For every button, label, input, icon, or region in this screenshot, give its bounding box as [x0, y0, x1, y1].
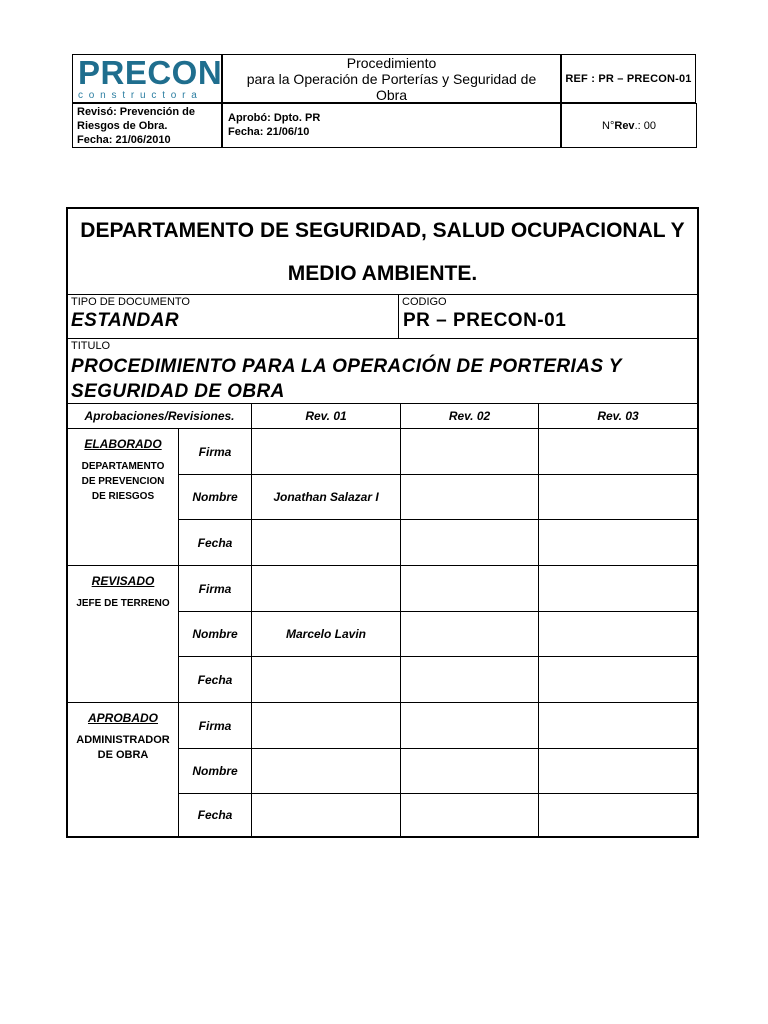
doc-type-label: TIPO DE DOCUMENTO [71, 296, 190, 308]
row-label: Fecha [197, 535, 233, 550]
group-title: APROBADO [87, 711, 158, 725]
title-value [71, 354, 671, 404]
date-field[interactable] [539, 520, 697, 566]
code-label: CODIGO [402, 296, 447, 308]
ref-code: REF : PR – PRECON-01 [565, 72, 692, 85]
row-label: Nombre [192, 490, 238, 504]
reviewed-line3: Fecha: 21/06/2010 [77, 134, 171, 146]
date-field[interactable] [401, 794, 539, 836]
title-label: TITULO [71, 340, 111, 352]
name-field[interactable] [252, 612, 401, 657]
group-subtitle [68, 733, 178, 763]
group-subtitle-line: ADMINISTRADOR [76, 734, 170, 746]
approvals-header-cell [68, 404, 252, 429]
approved-by-cell [222, 103, 561, 148]
logo-main-text: PRECON [78, 54, 223, 91]
rev02-header-cell [401, 404, 539, 429]
row-label-fecha [179, 657, 252, 703]
rev02-header: Rev. 02 [448, 409, 491, 423]
row-label: Firma [198, 444, 232, 459]
group-subtitle [68, 459, 178, 504]
row-label-firma [179, 566, 252, 612]
revision-label: N° [602, 119, 615, 132]
group-elaborado [68, 429, 179, 566]
group-title: ELABORADO [84, 437, 162, 451]
rev01-header-cell [252, 404, 401, 429]
name-field[interactable] [539, 475, 697, 520]
signature-field[interactable] [401, 703, 539, 749]
row-label: Fecha [197, 672, 233, 687]
code-cell [399, 295, 697, 339]
procedure-title-line1: Procedimiento [346, 54, 437, 71]
row-label-firma [179, 703, 252, 749]
department-heading [68, 209, 697, 295]
document-form [66, 207, 699, 838]
revision-value: .: 00 [634, 119, 656, 132]
signature-field[interactable] [252, 566, 401, 612]
date-field[interactable] [539, 657, 697, 703]
row-label: Firma [198, 581, 232, 596]
group-revisado [68, 566, 179, 703]
signature-field[interactable] [252, 429, 401, 475]
row-label: Nombre [192, 627, 238, 641]
row-label-fecha [179, 520, 252, 566]
revision-number-cell [561, 103, 697, 148]
name-field[interactable] [539, 749, 697, 794]
reviewed-by-cell [72, 103, 222, 148]
group-aprobado [68, 703, 179, 836]
department-line1: DEPARTAMENTO DE SEGURIDAD, SALUD OCUPACIONAL Y [80, 219, 685, 242]
row-label-nombre [179, 612, 252, 657]
date-field[interactable] [401, 520, 539, 566]
row-label: Firma [198, 718, 232, 733]
revision-bold: Rev [614, 119, 635, 132]
signature-field[interactable] [539, 703, 697, 749]
title-line1: PROCEDIMIENTO PARA LA OPERACIÓN DE PORTERIAS Y [71, 356, 622, 377]
row-label-fecha [179, 794, 252, 836]
approved-line2: Fecha: 21/06/10 [228, 126, 310, 138]
name-field[interactable] [252, 475, 401, 520]
date-field[interactable] [401, 657, 539, 703]
rev01-header: Rev. 01 [305, 409, 347, 423]
approvals-header: Aprobaciones/Revisiones. [84, 409, 235, 423]
signature-field[interactable] [539, 429, 697, 475]
signature-field[interactable] [401, 429, 539, 475]
title-line2: SEGURIDAD DE OBRA [71, 381, 285, 402]
name-value: Marcelo Lavin [285, 627, 367, 641]
row-label-firma [179, 429, 252, 475]
reviewed-line1: Revisó: Prevención de [77, 106, 195, 118]
reviewed-line2: Riesgos de Obra. [77, 120, 168, 132]
rev03-header: Rev. 03 [597, 409, 639, 423]
precon-logo [78, 54, 223, 102]
row-label: Nombre [192, 764, 238, 778]
group-subtitle [68, 596, 178, 611]
name-field[interactable] [401, 749, 539, 794]
signature-field[interactable] [252, 703, 401, 749]
name-field[interactable] [401, 612, 539, 657]
group-subtitle-line: DE PREVENCION [81, 476, 165, 487]
group-subtitle-line: JEFE DE TERRENO [76, 598, 170, 609]
name-field[interactable] [539, 612, 697, 657]
group-title: REVISADO [91, 574, 155, 588]
row-label-nombre [179, 749, 252, 794]
group-subtitle-line: DEPARTAMENTO [81, 461, 165, 472]
group-subtitle-line: DE OBRA [97, 749, 149, 761]
doc-type-cell [68, 295, 399, 339]
ref-cell [561, 54, 696, 103]
name-field[interactable] [252, 749, 401, 794]
procedure-title-line2: para la Operación de Porterías y Seguridad de [246, 70, 537, 87]
code-value: PR – PRECON-01 [403, 310, 567, 331]
name-field[interactable] [401, 475, 539, 520]
procedure-title-cell [222, 54, 561, 103]
date-field[interactable] [252, 794, 401, 836]
name-value: Jonathan Salazar I [273, 490, 379, 504]
department-line2: MEDIO AMBIENTE. [287, 262, 478, 285]
date-field[interactable] [539, 794, 697, 836]
procedure-title-line3: Obra [375, 86, 408, 103]
row-label-nombre [179, 475, 252, 520]
group-subtitle-line: DE RIESGOS [91, 491, 155, 502]
date-field[interactable] [252, 520, 401, 566]
rev03-header-cell [539, 404, 697, 429]
logo-cell [72, 54, 222, 103]
approved-line1: Aprobó: Dpto. PR [228, 112, 321, 124]
logo-sub-text: constructora [78, 90, 203, 101]
signature-field[interactable] [401, 566, 539, 612]
doc-type-value: ESTANDAR [71, 310, 180, 331]
row-label: Fecha [197, 808, 233, 822]
title-cell [68, 339, 697, 404]
signature-field[interactable] [539, 566, 697, 612]
date-field[interactable] [252, 657, 401, 703]
